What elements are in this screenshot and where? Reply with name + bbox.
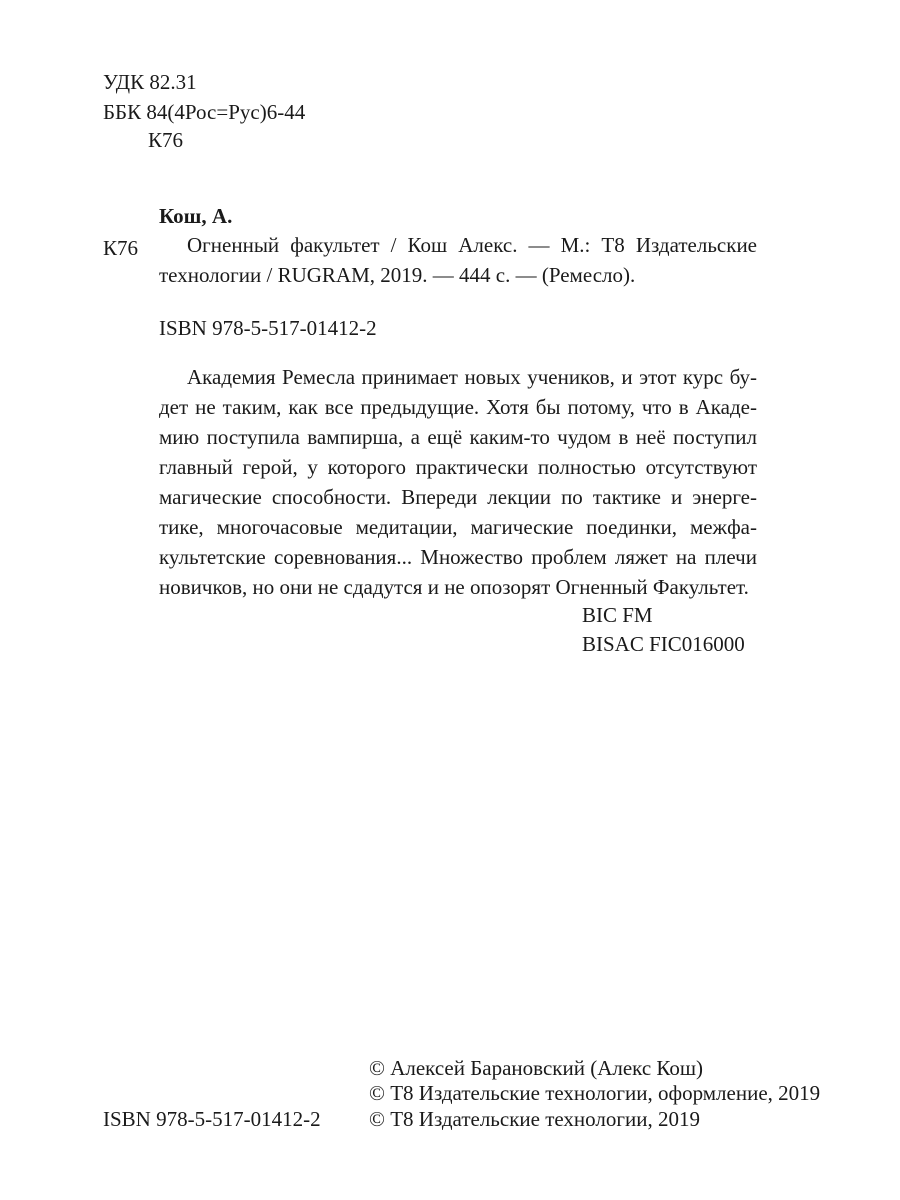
author-mark-left: К76 — [103, 236, 139, 260]
bibliographic-description-text: Огненный факультет / Кош Алекс. — М.: Т8 Издательские технологии / RUGRAM, 2019. — 444 с. — (Ремесло). — [159, 233, 757, 287]
bbk-code: ББК 84(4Рос=Рус)6-44 — [103, 100, 306, 124]
annotation-line: главный герой, у которого практически полностью отсутствуют — [159, 455, 757, 479]
copyright-line: © Т8 Издательские технологии, 2019 — [369, 1107, 700, 1131]
annotation-line: новичков, но они не сдадутся и не опозорят Огненный Факультет. — [159, 575, 749, 599]
copyright-line: © Т8 Издательские технологии, оформление, 2019 — [369, 1081, 821, 1105]
annotation — [159, 362, 757, 602]
copyright-line: © Алексей Барановский (Алекс Кош) — [369, 1056, 704, 1080]
annotation-line: Академия Ремесла принимает новых учеников, и этот курс бу- — [187, 365, 757, 389]
annotation-line: тике, многочасовые медитации, магические поединки, межфа- — [159, 515, 757, 539]
bibliographic-description — [159, 230, 757, 290]
isbn-main: ISBN 978-5-517-01412-2 — [159, 316, 377, 340]
isbn-footer: ISBN 978-5-517-01412-2 — [103, 1107, 321, 1131]
annotation-line: дет не таким, как все предыдущие. Хотя бы потому, что в Акаде- — [159, 395, 757, 419]
annotation-line: магические способности. Впереди лекции по тактике и энерге- — [159, 485, 757, 509]
udk-code: УДК 82.31 — [103, 70, 197, 94]
author-mark-top: К76 — [148, 128, 184, 152]
bisac-code: BISAC FIC016000 — [582, 632, 745, 656]
annotation-line: культетские соревнования... Множество проблем ляжет на плечи — [159, 545, 757, 569]
annotation-line: мию поступила вампирша, а ещё каким-то чудом в неё поступил — [159, 425, 757, 449]
author-heading: Кош, А. — [159, 204, 233, 228]
bic-code: BIC FM — [582, 603, 653, 627]
